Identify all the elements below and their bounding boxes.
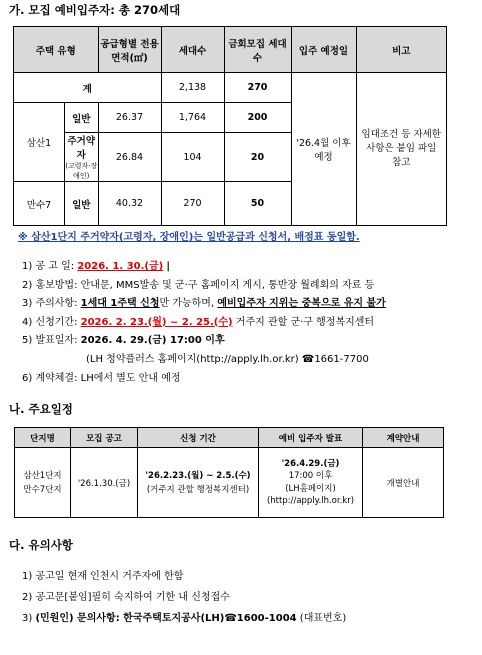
item-2-value: 안내문, MMS발송 및 군·구 홈페이지 게시, 통반장 월례회의 자료 등 bbox=[80, 279, 375, 291]
row1-recruit: 200 bbox=[224, 103, 291, 133]
item-1-label: 1) 공 고 일: bbox=[22, 261, 75, 272]
caution-3-bold: (민원인) 문의사항: 한국주택토지공사(LH)☎1600-1004 bbox=[35, 613, 297, 624]
sched-header-contract: 계약안내 bbox=[363, 428, 444, 448]
row2-area: 26.84 bbox=[98, 133, 161, 182]
notice-text: ※ 삼산1단지 주거약자(고령자, 장애인)는 일반공급과 신청서, 배점표 동일함. bbox=[18, 232, 360, 243]
caution-3-rest: (대표번호) bbox=[299, 613, 347, 624]
item-3-bold2: 예비입주자 지위는 중복으로 유지 불가 bbox=[217, 298, 386, 310]
total-label: 계 bbox=[14, 73, 162, 103]
item-4-rest: 거주지 관할 군·구 행정복지센터 bbox=[235, 316, 375, 328]
item-6-value: LH에서 별도 안내 예정 bbox=[80, 372, 181, 384]
caution-1: 1) 공고일 현재 인천시 거주자에 한함 bbox=[22, 571, 184, 582]
move-in-text: '26.4월 이후 예정 bbox=[296, 138, 351, 163]
item-3 bbox=[22, 295, 386, 314]
sched-header-apply: 신청 기간 bbox=[138, 428, 259, 448]
row2-units: 104 bbox=[161, 133, 224, 182]
item-5-value: 2026. 4. 29.(금) 17:00 이후 bbox=[80, 335, 225, 347]
sched-contract: 개별안내 bbox=[363, 448, 444, 518]
item-3-bold1: 1세대 1주택 신청 bbox=[80, 298, 160, 310]
section-a-title: 가. 모집 예비입주자: 총 270세대 bbox=[9, 3, 181, 17]
section-c-title: 다. 유의사항 bbox=[9, 538, 73, 552]
sched-result-where: (LH홈페이지) bbox=[285, 483, 336, 494]
row3-area: 40.32 bbox=[98, 182, 161, 226]
sched-announce: '26.1.30.(금) bbox=[71, 448, 138, 518]
item-5-label: 5) 발표일자: bbox=[22, 335, 78, 347]
sched-complex bbox=[15, 448, 71, 518]
total-units: 2,138 bbox=[161, 73, 224, 103]
sched-result-date: '26.4.29.(금) bbox=[281, 458, 340, 469]
item-3-label: 3) 주의사항: bbox=[22, 298, 78, 310]
sched-complex-2: 만수7단지 bbox=[23, 484, 62, 495]
item-1: 1) 공 고 일: 2026. 1. 30.(금) | bbox=[22, 261, 171, 272]
group-samsan1: 삼산1 bbox=[14, 103, 65, 182]
group-mansu7: 만수7 bbox=[14, 182, 65, 226]
sched-apply bbox=[138, 448, 259, 518]
move-in-cell bbox=[291, 73, 356, 226]
sched-result-time: 17:00 이후 bbox=[288, 471, 333, 481]
item-6-label: 6) 계약체결: bbox=[22, 372, 78, 384]
header-move-in: 입주 예정일 bbox=[291, 27, 356, 73]
caution-list bbox=[22, 566, 346, 629]
caution-2: 2) 공고문[붙임]필히 숙지하여 기한 내 신청접수 bbox=[22, 592, 230, 603]
row2-type bbox=[65, 133, 99, 182]
sched-result bbox=[259, 448, 363, 518]
item-3-mid: 만 가능하며, bbox=[159, 298, 215, 310]
schedule-table bbox=[14, 427, 444, 518]
row3-type: 일반 bbox=[65, 182, 99, 226]
total-recruit: 270 bbox=[224, 73, 291, 103]
item-4-value: 2026. 2. 23.(월) ~ 2. 25.(수) bbox=[80, 316, 233, 328]
section-b-title: 나. 주요일정 bbox=[9, 402, 73, 416]
header-recruit: 금회모집 세대수 bbox=[224, 27, 291, 73]
remarks-cell bbox=[356, 73, 447, 226]
caution-3 bbox=[22, 608, 346, 629]
row2-type-note: (고령자·장애인) bbox=[65, 162, 98, 180]
recruitment-table bbox=[13, 26, 447, 226]
remarks-text: 임대조건 등 자세한 사항은 붙임 파일 참고 bbox=[361, 129, 441, 168]
row3-recruit: 50 bbox=[224, 182, 291, 226]
item-2-label: 2) 홍보방법: bbox=[22, 279, 78, 291]
header-housing-type: 주택 유형 bbox=[14, 27, 99, 73]
header-remarks: 비고 bbox=[356, 27, 447, 73]
row1-units: 1,764 bbox=[161, 103, 224, 133]
sched-apply-where: (거주지 관할 행정복지센터) bbox=[146, 484, 250, 495]
header-area: 공급형별 전용면적(㎡) bbox=[98, 27, 161, 73]
sched-header-result: 예비 입주자 발표 bbox=[259, 428, 363, 448]
item-1-value: 2026. 1. 30.(금) bbox=[77, 261, 164, 272]
item-6 bbox=[22, 370, 386, 389]
item-4-label: 4) 신청기간: bbox=[22, 316, 78, 328]
header-units: 세대수 bbox=[161, 27, 224, 73]
item-4 bbox=[22, 314, 386, 333]
item-2 bbox=[22, 277, 386, 296]
item-5-sub: (LH 청약플러스 홈페이지(http://apply.lh.or.kr) ☎1661-7700 bbox=[86, 353, 369, 365]
sched-result-url: (http://apply.lh.or.kr) bbox=[266, 496, 355, 506]
sched-header-announce: 모집 공고 bbox=[71, 428, 138, 448]
row2-type-label: 주거약자 bbox=[67, 136, 96, 161]
sched-apply-dates: '26.2.23.(월) ~ 2.5.(수) bbox=[145, 470, 251, 481]
caution-3-label: 3) bbox=[22, 613, 33, 624]
sched-header-complex: 단지명 bbox=[15, 428, 71, 448]
row2-recruit: 20 bbox=[224, 133, 291, 182]
row1-type: 일반 bbox=[65, 103, 99, 133]
info-list bbox=[22, 258, 386, 388]
row1-area: 26.37 bbox=[98, 103, 161, 133]
row3-units: 270 bbox=[161, 182, 224, 226]
sched-complex-1: 삼산1단지 bbox=[23, 470, 62, 481]
item-5 bbox=[22, 332, 386, 351]
